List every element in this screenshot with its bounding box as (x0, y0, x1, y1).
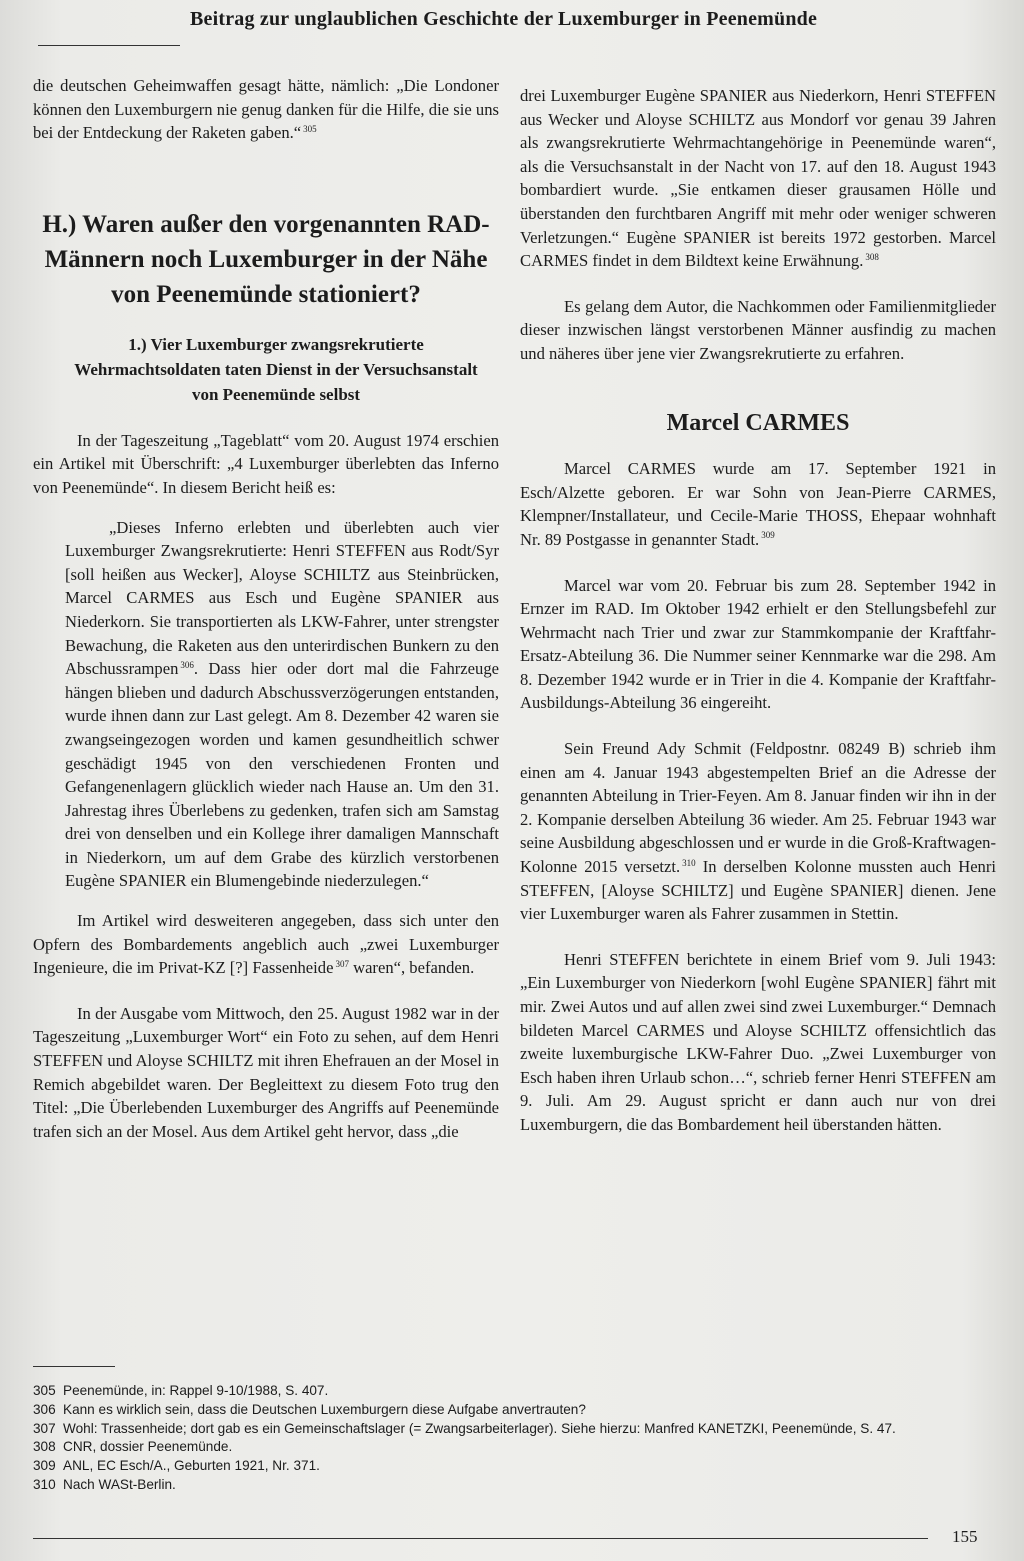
footnote-ref: 308 (865, 251, 879, 262)
running-header-title: Beitrag zur unglaublichen Geschichte der Luxemburger in Peenemünde (190, 8, 818, 30)
footnote-ref: 309 (761, 530, 775, 541)
body-paragraph: Im Artikel wird desweiteren angegeben, dass sich unter den Opfern des Bombardements angeblich auch „zwei Luxemburger Ingenieure, die im Privat-KZ [?] Fassenheide $^{307}$ waren“, befanden. (33, 911, 499, 978)
footnote: 305 Peenemünde, in: Rappel 9-10/1988, S. 407. (33, 1383, 329, 1398)
footnote-ref: 307 (335, 958, 349, 969)
bottom-rule (33, 1538, 928, 1539)
subsection-heading: 1.) Vier Luxemburger zwangsrekrutierte Wehrmachtsoldaten taten Dienst in der Versuchsanstalt von Peenemünde selbst (74, 334, 478, 404)
body-paragraph: Marcel CARMES wurde am 17. September 1921 in Esch/Alzette geboren. Er war Sohn von Jean-Pierre CARMES, Klempner/Installateur, und Cecile-Marie THOSS, Ehepaar wohnhaft Nr. 89 Postgasse in genannter Stadt. $^{309}$ (520, 459, 996, 549)
footnote: 310 Nach WASt-Berlin. (33, 1476, 176, 1492)
footnote: 306 Kann es wirklich sein, dass die Deutschen Luxemburgern diese Aufgabe anvertrauten? (33, 1401, 586, 1417)
footnote: 309 ANL, EC Esch/A., Geburten 1921, Nr. 371. (33, 1458, 320, 1474)
body-paragraph: In der Ausgabe vom Mittwoch, den 25. August 1982 war in der Tageszeitung „Luxemburger Wort“ ein Foto zu sehen, auf dem Henri STEFFEN und Aloyse SCHILTZ mit ihren Ehefrauen an der Mosel in Remich abgebildet waren. Der Begleittext zu diesem Foto trug den Titel: „Die Überlebenden Luxemburger des Angriffs auf Peenemünde trafen sich an der Mosel. Aus dem Artikel geht hervor, dass „die (33, 1003, 499, 1141)
body-paragraph: Marcel war vom 20. Februar bis zum 28. September 1942 in Ernzer im RAD. Im Oktober 1942 erhielt er den Stellungsbefehl zur Wehrmacht nach Trier und zwar zur Stammkompanie der Kraftfahr-Ersatz-Abteilung 36. Die Nummer seiner Kennmarke war die 298. Am 8. Dezember 1942 wurde er in Trier in die 4. Kompanie der Kraftfahr-Ausbildungs-Abteilung 36 eingereiht. (520, 575, 996, 713)
body-paragraph: Es gelang dem Autor, die Nachkommen oder Familienmitglieder dieser inzwischen längst verstorbenen Männer ausfindig zu machen und näheres über jene vier Zwangsrekrutierte zu erfahren. (520, 296, 996, 363)
header-rule (38, 45, 180, 46)
right-column (520, 84, 996, 1137)
body-paragraph: Henri STEFFEN berichtete in einem Brief vom 9. Juli 1943: „Ein Luxemburger von Niederkorn [wohl Eugène SPANIER] fährt mit mir. Zwei Autos und auf allen zwei sind zwei Luxemburger.“ Demnach bildeten Marcel CARMES und Aloyse SCHILTZ offensichtlich das zweite luxemburgische LKW-Fahrer Duo. „Zwei Luxemburger von Esch haben ihren Urlaub schon…“, schrieb ferner Henri STEFFEN am 9. Juli. Am 29. August spricht er dann auch nur von drei Luxemburgern, die das Bombardement heil überstanden hätten. (520, 949, 996, 1134)
footnote: 307 Wohl: Trassenheide; dort gab es ein Gemeinschaftslager (= Zwangsarbeiterlager). Siehe hierzu: Manfred KANETZKI, Peenemünde, S. 47. (33, 1420, 896, 1436)
footnote-ref: 310 (682, 857, 696, 868)
body-paragraph: drei Luxemburger Eugène SPANIER aus Niederkorn, Henri STEFFEN aus Wecker und Aloyse SCHILTZ aus Mondorf vor genau 39 Jahren als zwangsrekrutierte Wehrmachtangehörige in Peenemünde waren“, als die Versuchsanstalt in der Nacht von 17. auf den 18. August 1943 bombardiert wurde. „Sie entkamen dieser grausamen Hölle und überstanden den furchtbaren Angriff mit mehr oder weniger schweren Verletzungen.“ Eugène SPANIER ist bereits 1972 gestorben. Marcel CARMES findet in dem Bildtext keine Erwähnung. $^{308}$ (520, 86, 996, 271)
left-column (33, 74, 499, 1143)
footnotes (33, 1382, 1003, 1495)
footnote-ref: 305 (303, 123, 317, 134)
footnote-ref: 306 (180, 659, 194, 670)
body-paragraph: Sein Freund Ady Schmit (Feldpostnr. 08249 B) schrieb ihm einen am 4. Januar 1943 abgestempelten Brief an die Adresse der genannten Abteilung in Trier-Feyen. Am 8. Januar finden wir ihn in der 2. Kompanie derselben Abteilung 36 wieder. Am 25. Februar 1943 war seine Ausbildung abgeschlossen und er wurde in die Groß-Kraftwagen-Kolonne 2015 versetzt. $^{310}$ In derselben Kolonne mussten auch Henri STEFFEN, [Aloyse SCHILTZ] und Eugène SPANIER] dienen. Jene vier Luxemburger waren als Fahrer zusammen in Stettin. (520, 739, 996, 924)
footnote: 308 CNR, dossier Peenemünde. (33, 1439, 233, 1455)
footnote-rule (33, 1366, 115, 1367)
page-number: 155 (952, 1527, 978, 1546)
section-heading: H.) Waren außer den vorgenannten RAD-Männern noch Luxemburger in der Nähe von Peenemünde stationiert? (42, 210, 490, 308)
body-paragraph: In der Tageszeitung „Tageblatt“ vom 20. August 1974 erschien ein Artikel mit Überschrift: „4 Luxemburger überlebten das Inferno von Peenemünde“. In diesem Bericht heiß es: (33, 430, 499, 497)
person-heading: Marcel CARMES (666, 409, 850, 436)
block-quote: „Dieses Inferno erlebten und überlebten auch vier Luxemburger Zwangsrekrutierte: Henri STEFFEN aus Rodt/Syr [soll heißen aus Wecker], Aloyse SCHILTZ aus Steinbrücken, Marcel CARMES aus Esch und Eugène SPANIER aus Niederkorn. Sie transportierten als LKW-Fahrer, unter strengster Bewachung, die Raketen aus den unterirdischen Bunkern zu den Abschussrampen $^{306}$. Dass hier oder dort mal die Fahrzeuge hängen blieben und dadurch Abschussverzögerungen entstanden, wurde ihnen dann zur Last gelegt. Am 8. Dezember 42 waren sie zwangseingezogen worden und kamen gesundheitlich schwer geschädigt 1945 von den verschiedenen Fronten und Gefangenenlagern glücklich wieder nach Hause an. Um den 31. Jahrestag ihres Überlebens zu gedenken, trafen sich am Samstag drei von denselben und ein Kollege ihrer damaligen Mannschaft in Niederkorn, um auf dem Grabe des kürzlich verstorbenen Eugène SPANIER ein Blumengebinde niederzulegen.“ (65, 517, 499, 891)
intro-paragraph: die deutschen Geheimwaffen gesagt hätte, nämlich: „Die Londoner können den Luxemburgern nie genug danken für die Hilfe, die sie uns bei der Entdeckung der Raketen gaben.“ $^{305}$ (33, 76, 499, 143)
